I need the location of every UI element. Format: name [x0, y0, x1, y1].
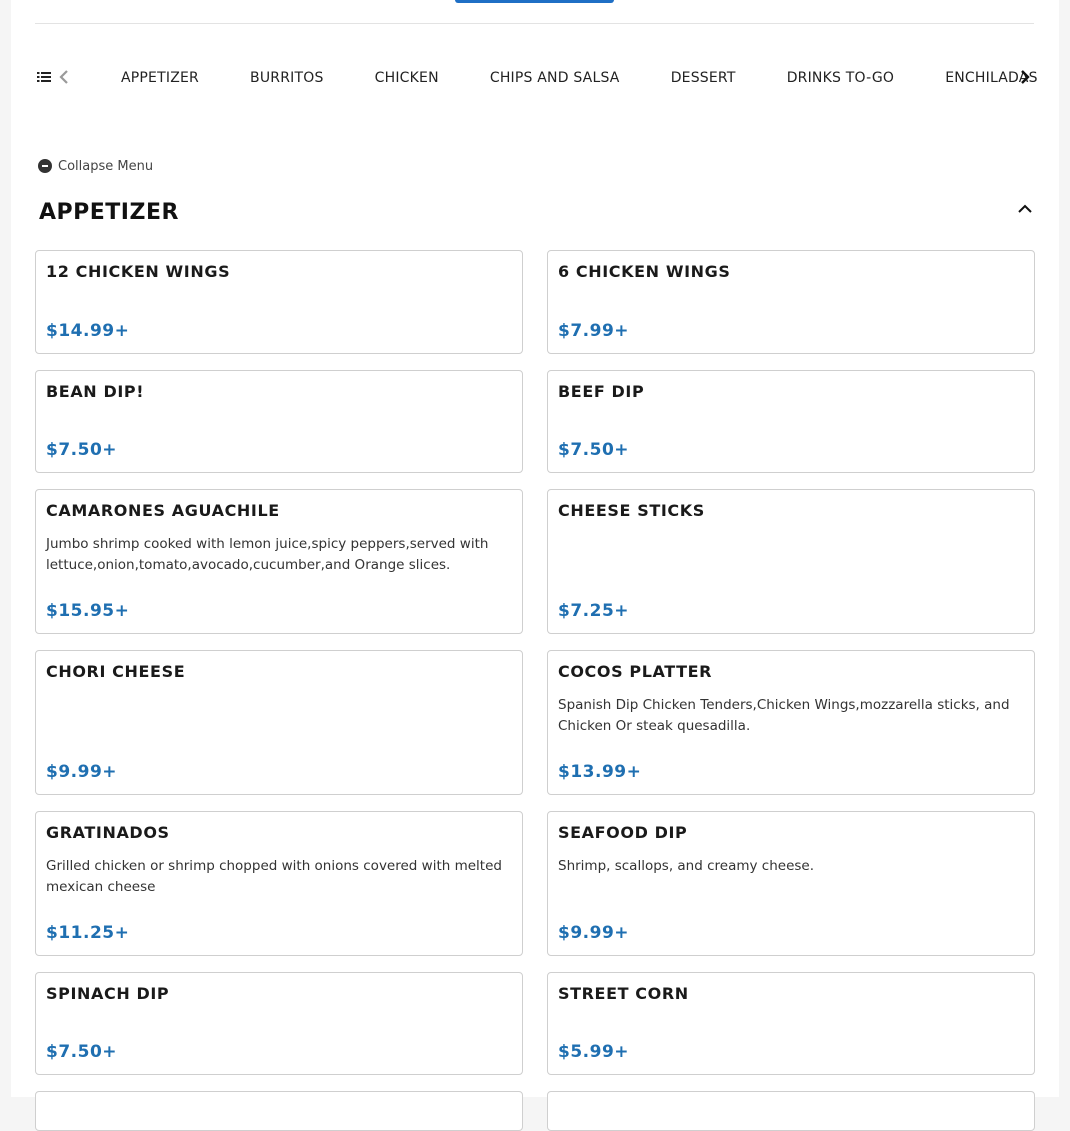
menu-item-card[interactable]: [35, 489, 523, 634]
top-bar: [35, 0, 1034, 24]
menu-item-card[interactable]: [35, 972, 523, 1075]
item-name: COCOS PLATTER: [558, 662, 713, 681]
item-name: SEAFOOD DIP: [558, 823, 688, 842]
item-price: $5.99+: [558, 1042, 630, 1062]
collapse-menu-button[interactable]: [38, 157, 153, 175]
item-name: BEEF DIP: [558, 382, 645, 401]
item-description: Jumbo shrimp cooked with lemon juice,spicy peppers,served with lettuce,onion,tomato,avocado,cucumber,and Orange slices.: [46, 536, 489, 573]
item-price: $7.50+: [46, 1042, 118, 1062]
menu-item-card[interactable]: [35, 1091, 523, 1131]
item-price: $15.95+: [46, 601, 130, 621]
menu-page: [11, 0, 1059, 1097]
minus-circle-icon: [38, 159, 52, 173]
item-name: STREET CORN: [558, 984, 689, 1003]
item-price: $7.99+: [558, 321, 630, 341]
item-description: Spanish Dip Chicken Tenders,Chicken Wings,mozzarella sticks, and Chicken Or steak quesadilla.: [558, 697, 1010, 734]
item-name: CHEESE STICKS: [558, 501, 705, 520]
item-name: GRATINADOS: [46, 823, 170, 842]
menu-item-card[interactable]: [547, 1091, 1035, 1131]
item-price: $7.25+: [558, 601, 630, 621]
item-name: BEAN DIP!: [46, 382, 145, 401]
menu-item-card[interactable]: [35, 811, 523, 956]
item-price: $14.99+: [46, 321, 130, 341]
item-price: $9.99+: [46, 762, 118, 782]
category-appetizer[interactable]: APPETIZER: [121, 70, 199, 86]
menu-item-card[interactable]: [547, 972, 1035, 1075]
item-description: Grilled chicken or shrimp chopped with onions covered with melted mexican cheese: [46, 858, 502, 895]
menu-item-card[interactable]: [35, 370, 523, 473]
category-enchiladas[interactable]: ENCHILADAS: [945, 70, 1038, 86]
menu-item-card[interactable]: [547, 250, 1035, 354]
category-track: [97, 56, 1038, 100]
category-dessert[interactable]: DESSERT: [670, 70, 736, 86]
item-name: SPINACH DIP: [46, 984, 170, 1003]
category-drinks-to-go[interactable]: DRINKS TO-GO: [786, 70, 895, 86]
item-name: CAMARONES AGUACHILE: [46, 501, 280, 520]
menu-item-card[interactable]: [547, 489, 1035, 634]
collapse-menu-label: Collapse Menu: [58, 158, 154, 174]
menu-item-card[interactable]: [35, 250, 523, 354]
item-name: 12 CHICKEN WINGS: [46, 262, 231, 281]
item-price: $7.50+: [46, 440, 118, 460]
category-chips-and-salsa[interactable]: CHIPS AND SALSA: [489, 70, 620, 86]
menu-item-card[interactable]: [35, 650, 523, 795]
menu-item-card[interactable]: [547, 370, 1035, 473]
item-price: $13.99+: [558, 762, 642, 782]
category-burritos[interactable]: BURRITOS: [250, 70, 324, 86]
item-price: $7.50+: [558, 440, 630, 460]
category-chicken[interactable]: CHICKEN: [374, 70, 439, 86]
chevron-left-icon[interactable]: [57, 68, 71, 86]
item-name: 6 CHICKEN WINGS: [558, 262, 731, 281]
menu-item-card[interactable]: [547, 811, 1035, 956]
item-name: CHORI CHEESE: [46, 662, 186, 681]
list-icon[interactable]: [37, 70, 51, 84]
order-button-edge[interactable]: [455, 0, 614, 3]
menu-item-card[interactable]: [547, 650, 1035, 795]
item-description: Shrimp, scallops, and creamy cheese.: [558, 858, 814, 874]
item-price: $11.25+: [46, 923, 130, 943]
chevron-right-icon[interactable]: [1016, 68, 1034, 86]
category-nav: [35, 56, 1038, 100]
item-price: $9.99+: [558, 923, 630, 943]
section-title: APPETIZER: [39, 200, 179, 225]
chevron-up-icon[interactable]: [1016, 200, 1034, 218]
